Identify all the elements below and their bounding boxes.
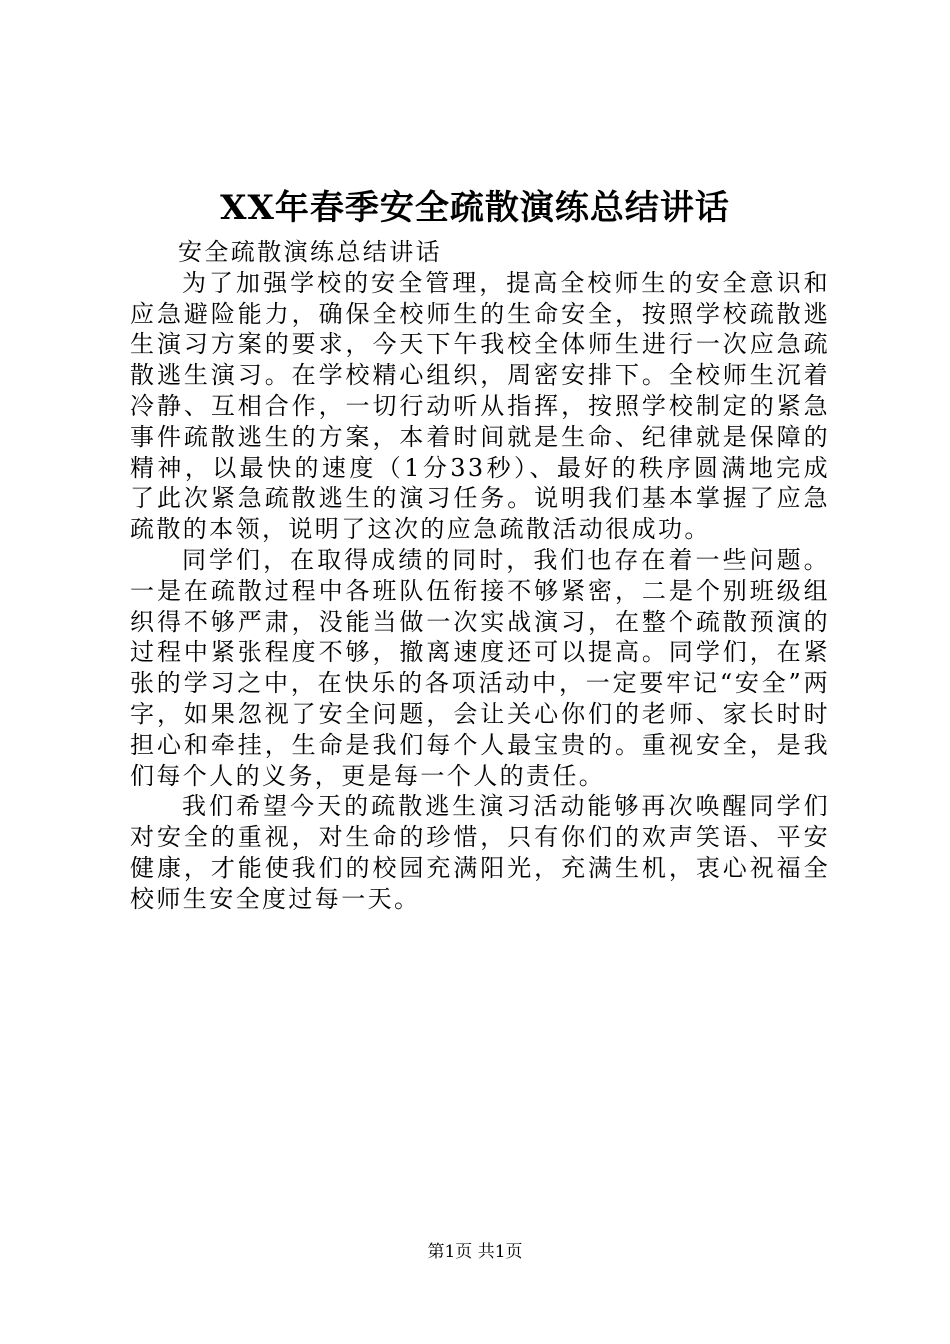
document-subtitle: 安全疏散演练总结讲话: [178, 238, 442, 266]
page-footer: 第1页 共1页: [427, 1242, 523, 1262]
document-body: [130, 237, 830, 915]
document-title: XX年春季安全疏散演练总结讲话: [220, 188, 730, 228]
paragraph-3: 我们希望今天的疏散逃生演习活动能够再次唤醒同学们对安全的重视，对生命的珍惜，只有你们的欢声笑语、平安健康，才能使我们的校园充满阳光，充满生机，衷心祝福全校师生安全度过每一天。: [130, 792, 830, 913]
paragraph-1: 为了加强学校的安全管理，提高全校师生的安全意识和应急避险能力，确保全校师生的生命安全，按照学校疏散逃生演习方案的要求，今天下午我校全体师生进行一次应急疏散逃生演习。在学校精心组织，周密安排下。全校师生沉着冷静、互相合作，一切行动听从指挥，按照学校制定的紧急事件疏散逃生的方案，本着时间就是生命、纪律就是保障的精神，以最快的速度（1分33秒）、最好的秩序圆满地完成了此次紧急疏散逃生的演习任务。说明我们基本掌握了应急疏散的本领，说明了这次的应急疏散活动很成功。: [130, 268, 830, 544]
paragraph-2: 同学们，在取得成绩的同时，我们也存在着一些问题。一是在疏散过程中各班队伍衔接不够紧密，二是个别班级组织得不够严肃，没能当做一次实战演习，在整个疏散预演的过程中紧张程度不够，撤离速度还可以提高。同学们，在紧张的学习之中，在快乐的各项活动中，一定要牢记“安全”两字，如果忽视了安全问题，会让关心你们的老师、家长时时担心和牵挂，生命是我们每个人最宝贵的。重视安全，是我们每个人的义务，更是每一个人的责任。: [130, 545, 830, 790]
